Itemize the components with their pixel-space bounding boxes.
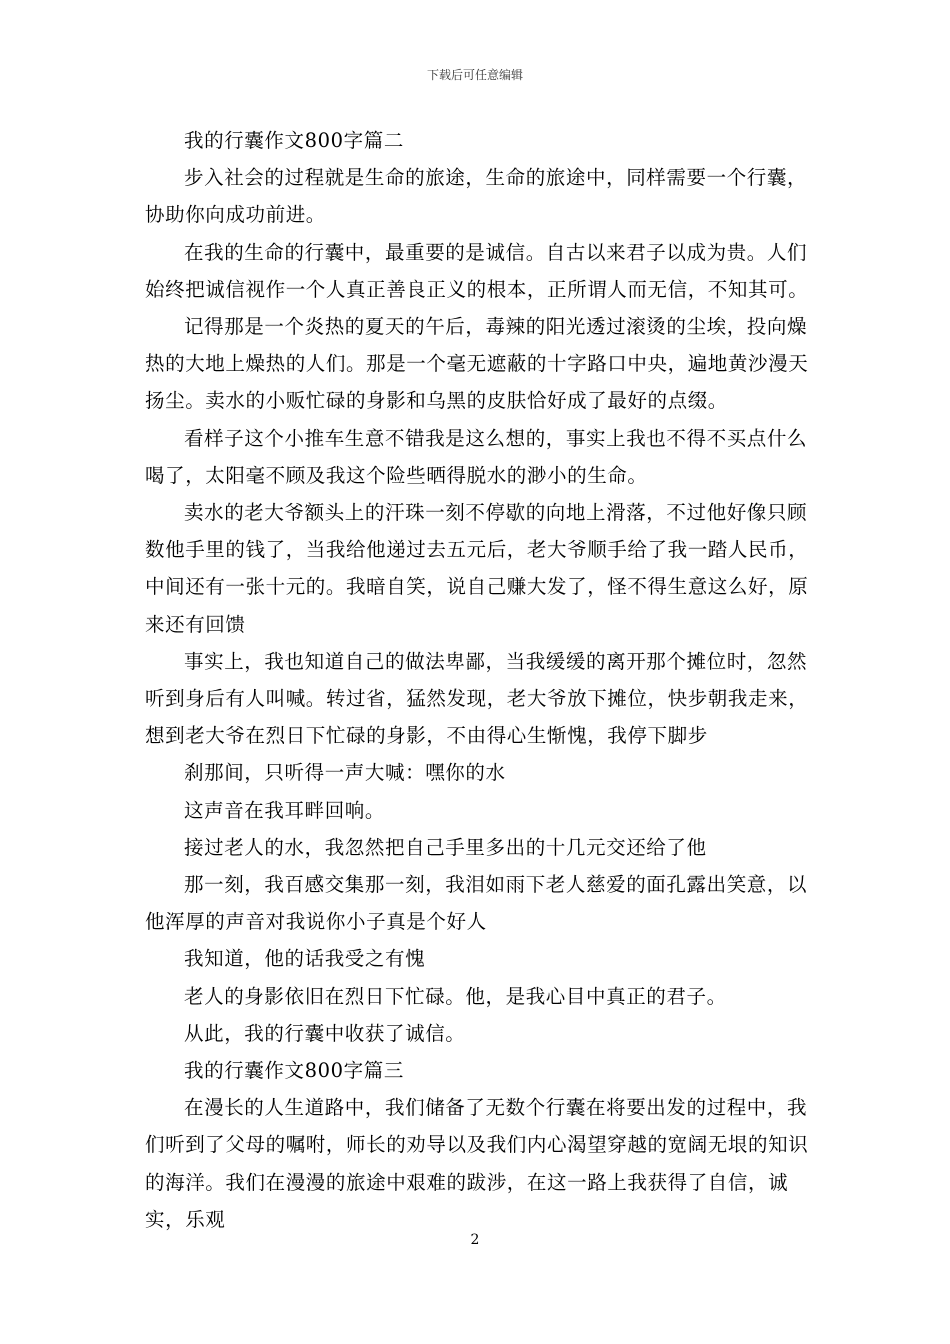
section-heading: 我的行囊作文800字篇三 (184, 1059, 404, 1083)
paragraph: 从此，我的行囊中收获了诚信。 (184, 1021, 466, 1045)
paragraph: 接过老人的水，我忽然把自己手里多出的十几元交还给了他 (184, 835, 707, 859)
paragraph: 这声音在我耳畔回响。 (184, 798, 386, 822)
paragraph: 卖水的老大爷额头上的汗珠一刻不停歇的向地上滑落，不过他好像只顾数他手里的钱了，当我给他递过去五元后，老大爷顺手给了我一踏人民币，中间还有一张十元的。我暗自笑，说自己赚大发了，怪不得生意这么好，原来还有回馈 (145, 501, 809, 636)
paragraph: 看样子这个小推车生意不错我是这么想的，事实上我也不得不买点什么喝了，太阳毫不顾及我这个险些晒得脱水的渺小的生命。 (145, 426, 808, 487)
paragraph: 刹那间，只听得一声大喊：嘿你的水 (184, 761, 506, 785)
document-body (145, 122, 821, 1238)
paragraph: 在漫长的人生道路中，我们储备了无数个行囊在将要出发的过程中，我们听到了父母的嘱咐，师长的劝导以及我们内心渴望穿越的宽阔无垠的知识的海洋。我们在漫漫的旅途中艰难的跋涉，在这一路上我获得了自信，诚实，乐观 (145, 1096, 809, 1231)
paragraph: 记得那是一个炎热的夏天的午后，毒辣的阳光透过滚烫的尘埃，投向燥热的大地上燥热的人们。那是一个毫无遮蔽的十字路口中央，遍地黄沙漫天扬尘。卖水的小贩忙碌的身影和乌黑的皮肤恰好成了最好的点缀。 (145, 315, 809, 413)
page-header-note: 下载后可任意编辑 (426, 68, 523, 82)
paragraph: 在我的生命的行囊中，最重要的是诚信。自古以来君子以成为贵。人们始终把诚信视作一个人真正善良正义的根本，正所谓人而无信，不知其可。 (145, 240, 809, 301)
paragraph: 我知道，他的话我受之有愧 (184, 947, 426, 971)
page-number: 2 (470, 1232, 480, 1248)
paragraph: 老人的身影依旧在烈日下忙碌。他，是我心目中真正的君子。 (184, 984, 727, 1008)
section-heading: 我的行囊作文800字篇二 (184, 129, 404, 152)
paragraph: 那一刻，我百感交集那一刻，我泪如雨下老人慈爱的面孔露出笑意，以他浑厚的声音对我说你小子真是个好人 (145, 873, 808, 934)
paragraph: 事实上，我也知道自己的做法卑鄙，当我缓缓的离开那个摊位时，忽然听到身后有人叫喊。转过省，猛然发现，老大爷放下摊位，快步朝我走来，想到老大爷在烈日下忙碌的身影，不由得心生惭愧，我停下脚步 (145, 649, 809, 748)
paragraph: 步入社会的过程就是生命的旅途，生命的旅途中，同样需要一个行囊，协助你向成功前进。 (145, 166, 808, 227)
